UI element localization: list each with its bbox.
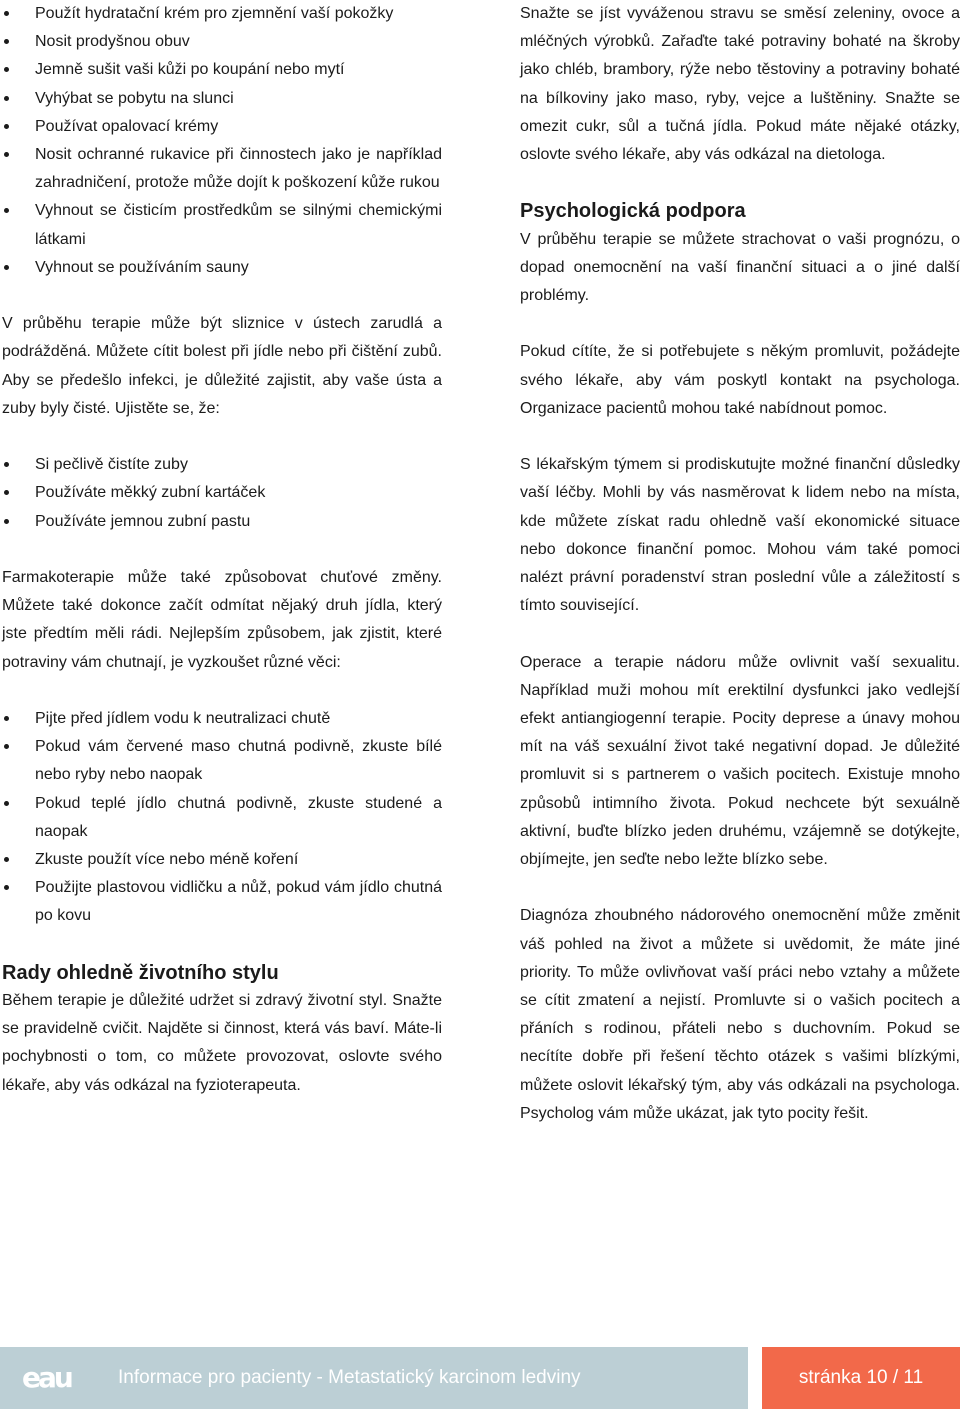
list-item: Pokud teplé jídlo chutná podivně, zkuste studené a naopak xyxy=(2,790,442,846)
support-paragraph-3: S lékařským týmem si prodiskutujte možné finanční důsledky vaší léčby. Mohli by vás nasměrovat k lidem nebo na místa, kde můžete získat radu ohledně vaší ekonomické situace nebo dokonce finanční pomoc. Mohou vám také pomoci nalézt právní poradenství stran poslední vůle a záležitostí s tímto související. xyxy=(520,456,960,615)
psychological-support-heading: Psychologická podpora xyxy=(520,200,746,223)
list-item: Používat opalovací krémy xyxy=(2,113,442,141)
page-number: stránka 10 / 11 xyxy=(762,1347,960,1409)
support-paragraph-5: Diagnóza zhoubného nádorového onemocnění může změnit váš pohled na život a můžete si uvědomit, že máte jiné priority. To může ovlivňovat vaší práci nebo vztahy a můžete se cítit zmatení a nejistí. Promluvte si o vašich pocitech a přáních s rodinou, přáteli nebo s duchovním. Pokud se necítíte dobře při řešení těchto otázek s vašimi blízkými, můžete oslovit lékařský tým, aby vás odkázali na psychologa. Psycholog vám může ukázat, jak tyto pocity řešit. xyxy=(520,907,960,1122)
right-column xyxy=(520,0,960,1156)
page-footer xyxy=(0,1347,960,1409)
diet-paragraph: Snažte se jíst vyváženou stravu se směsí zeleniny, ovoce a mléčných výrobků. Zařaďte také potraviny bohaté na škroby jako chléb, brambory, rýže nebo těstoviny a potraviny bohaté na bílkoviny jako maso, ryby, vejce a luštěniny. Snažte se omezit cukr, sůl a tučná jídla. Pokud máte nějaké otázky, oslovte svého lékaře, aby vás odkázal na dietologa. xyxy=(520,5,960,164)
teeth-care-list xyxy=(2,451,442,536)
list-item: Jemně sušit vaši kůži po koupání nebo mytí xyxy=(2,56,442,84)
skin-care-list xyxy=(2,0,442,282)
eau-logo: eau xyxy=(22,1361,71,1394)
list-item: Pokud vám červené maso chutná podivně, zkuste bílé nebo ryby nebo naopak xyxy=(2,733,442,789)
list-item: Vyhýbat se pobytu na slunci xyxy=(2,85,442,113)
support-paragraph-2: Pokud cítíte, že si potřebujete s někým promluvit, požádejte svého lékaře, aby vám poskytl kontakt na psychologa. Organizace pacientů mohou také nabídnout pomoc. xyxy=(520,343,960,417)
list-item: Vyhnout se čisticím prostředkům se silnými chemickými látkami xyxy=(2,197,442,253)
footer-divider xyxy=(748,1347,762,1409)
list-item: Zkuste použít více nebo méně koření xyxy=(2,846,442,874)
list-item: Používáte měkký zubní kartáček xyxy=(2,479,442,507)
lifestyle-paragraph: Během terapie je důležité udržet si zdravý životní styl. Snažte se pravidelně cvičit. Najděte si činnost, která vás baví. Máte-li pochybnosti o tom, co můžete provozovat, oslovte svého lékaře, aby vás odkázal na fyzioterapeuta. xyxy=(2,992,442,1094)
list-item: Použijte plastovou vidličku a nůž, pokud vám jídlo chutná po kovu xyxy=(2,874,442,930)
support-paragraph-1: V průběhu terapie se můžete strachovat o vaši prognózu, o dopad onemocnění na vaší finanční situaci a o jiné další problémy. xyxy=(520,230,960,305)
left-column xyxy=(2,0,442,1128)
list-item: Použít hydratační krém pro zjemnění vaší pokožky xyxy=(2,0,442,28)
footer-band xyxy=(0,1347,748,1409)
mouth-care-paragraph: V průběhu terapie může být sliznice v ústech zarudlá a podrážděná. Můžete cítit bolest při jídle nebo při čištění zubů. Aby se předešlo infekci, je důležité zajistit, aby vaše ústa a zuby byly čisté. Ujistěte se, že: xyxy=(2,315,442,417)
taste-tips-list xyxy=(2,705,442,931)
list-item: Vyhnout se používáním sauny xyxy=(2,254,442,282)
lifestyle-heading: Rady ohledně životního stylu xyxy=(2,961,279,984)
list-item: Si pečlivě čistíte zuby xyxy=(2,451,442,479)
list-item: Nosit ochranné rukavice při činnostech jako je například zahradničení, protože může dojít k poškození kůže rukou xyxy=(2,141,442,197)
list-item: Nosit prodyšnou obuv xyxy=(2,28,442,56)
footer-title: Informace pro pacienty - Metastatický karcinom ledviny xyxy=(118,1367,581,1388)
list-item: Používáte jemnou zubní pastu xyxy=(2,508,442,536)
support-paragraph-4: Operace a terapie nádoru může ovlivnit vaší sexualitu. Například muži mohou mít erektilní dysfunkci jako vedlejší efekt antiangiogenní terapie. Pocity deprese a únavy mohou mít na váš sexuální život také negativní dopad. Je důležité promluvit si s partnerem o vašich pocitech. Existuje mnoho způsobů intimního života. Pokud nechcete být sexuálně aktivní, buďte blízko jeden druhému, vzájemně se dotýkejte, objímejte, jen seďte nebo ležte blízko sebe. xyxy=(520,653,960,869)
taste-change-paragraph: Farmakoterapie může také způsobovat chuťové změny. Můžete také dokonce začít odmítat nějaký druh jídla, který jste předtím měli rádi. Nejlepším způsobem, jak zjistit, které potraviny vám chutnají, je vyzkoušet různé věci: xyxy=(2,569,442,671)
list-item: Pijte před jídlem vodu k neutralizaci chutě xyxy=(2,705,442,733)
